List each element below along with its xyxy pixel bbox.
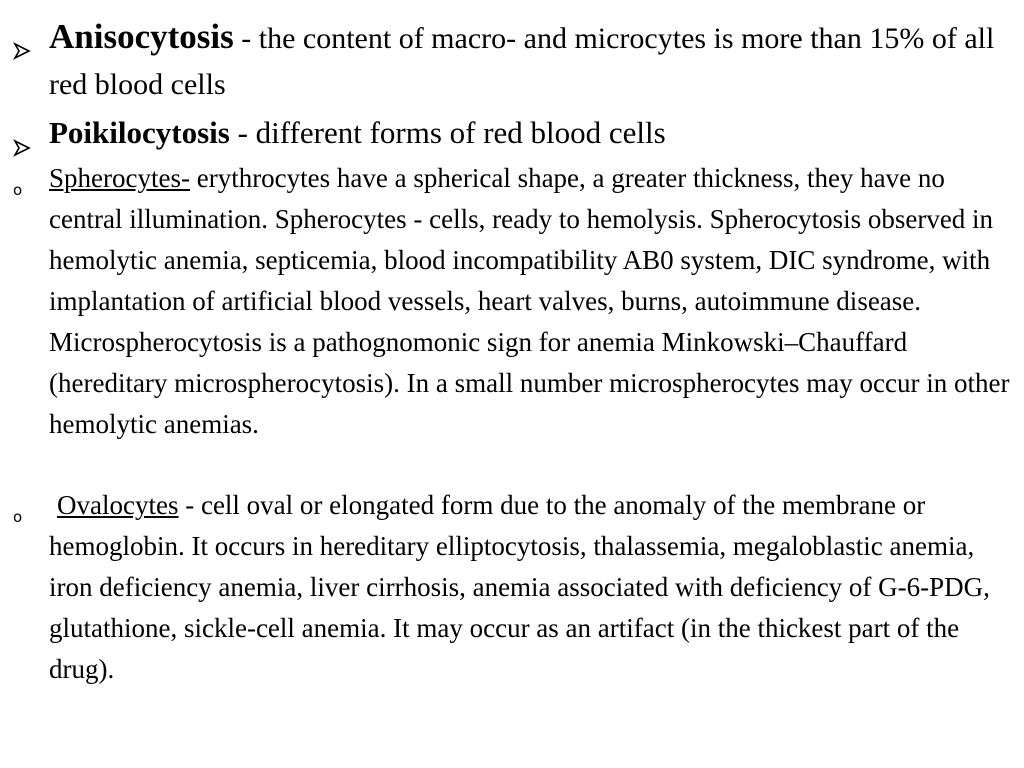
- term-ovalocytes: Ovalocytes: [57, 490, 179, 520]
- definition-ovalocytes: - cell oval or elongated form due to the anomaly of the membrane or hemoglobin. It occurs in hereditary elliptocytosis, thalassemia, megaloblastic anemia, iron deficiency anemia, liver cirrhosis, anemia associated with deficiency of G-6-PDG, glutathione, sickle-cell anemia. It may occur as an artifact (in the thickest part of the drug).: [49, 490, 990, 684]
- definition-spherocytes: erythrocytes have a spherical shape, a greater thickness, they have no central illumination. Spherocytes - cells, ready to hemolysis. Spherocytosis observed in hemolytic anemia, septicemia, blood incompatibility AB0 system, DIC syndrome, with implantation of artificial blood vessels, heart valves, burns, autoimmune disease. Microspherocytosis is a pathognomonic sign for anemia Minkowski–Chauffard (hereditary microspherocytosis). In a small number microspherocytes may occur in other hemolytic anemias.: [49, 163, 1010, 439]
- term-spherocytes: Spherocytes-: [49, 163, 190, 193]
- term-poikilocytosis: Poikilocytosis: [49, 115, 230, 150]
- bullet-item-ovalocytes: [13, 485, 1017, 690]
- arrow-bullet-icon: [13, 124, 31, 170]
- bullet-item-poikilocytosis: [49, 110, 1017, 156]
- definition-anisocytosis: - the content of macro- and microcytes is more than 15% of all red blood cells: [49, 22, 995, 101]
- term-anisocytosis: Anisocytosis: [49, 17, 234, 56]
- bullet-item-anisocytosis: [49, 14, 1017, 108]
- bullet-item-spherocytes: [13, 158, 1017, 445]
- definition-poikilocytosis: - different forms of red blood cells: [229, 115, 666, 150]
- circle-bullet: o: [13, 508, 23, 526]
- circle-bullet: o: [13, 181, 23, 199]
- arrow-bullet-icon: [13, 28, 31, 74]
